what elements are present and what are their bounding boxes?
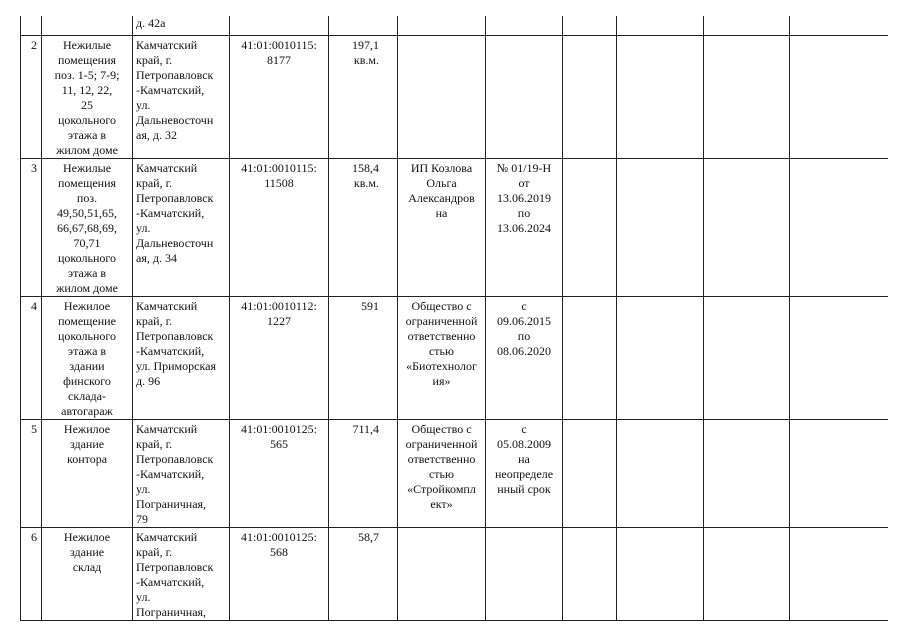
area-cell: 158,4 кв.м. <box>329 158 398 296</box>
term-cell: № 01/19-Н от 13.06.2019 по 13.06.2024 <box>486 158 563 296</box>
row-number-cell: 6 <box>21 527 42 620</box>
property-table <box>20 16 888 621</box>
tenant-cell <box>398 35 486 158</box>
tenant-cell: ИП Козлова Ольга Александров на <box>398 158 486 296</box>
empty-cell <box>563 35 617 158</box>
tenant-cell <box>398 527 486 620</box>
empty-cell <box>790 419 888 527</box>
empty-cell <box>704 16 790 35</box>
object-name-cell: Нежилое помещение цокольного этажа в здании финского склада- автогараж <box>42 296 133 419</box>
term-cell <box>486 35 563 158</box>
row-number-cell: 2 <box>21 35 42 158</box>
address-cell: Камчатский край, г. Петропавловск -Камчатский, ул. Дальневосточн ая, д. 34 <box>133 158 230 296</box>
term-cell <box>486 16 563 35</box>
empty-cell <box>790 158 888 296</box>
empty-cell <box>704 35 790 158</box>
term-cell <box>486 527 563 620</box>
cadastral-cell: 41:01:0010125: 565 <box>230 419 329 527</box>
empty-cell <box>704 158 790 296</box>
cadastral-cell: 41:01:0010125: 568 <box>230 527 329 620</box>
empty-cell <box>790 296 888 419</box>
area-cell <box>329 16 398 35</box>
address-cell: Камчатский край, г. Петропавловск -Камчатский, ул. Пограничная, <box>133 527 230 620</box>
empty-cell <box>563 527 617 620</box>
empty-cell <box>617 296 704 419</box>
empty-cell <box>563 419 617 527</box>
empty-cell <box>790 35 888 158</box>
empty-cell <box>563 158 617 296</box>
empty-cell <box>563 16 617 35</box>
table-row <box>21 527 888 620</box>
address-cell: Камчатский край, г. Петропавловск -Камчатский, ул. Пограничная, 79 <box>133 419 230 527</box>
term-cell: с 09.06.2015 по 08.06.2020 <box>486 296 563 419</box>
empty-cell <box>617 419 704 527</box>
object-name-cell: Нежилые помещения поз. 1-5; 7-9; 11, 12, 22, 25 цокольного этажа в жилом доме <box>42 35 133 158</box>
empty-cell <box>704 296 790 419</box>
cadastral-cell <box>230 16 329 35</box>
area-cell: 711,4 <box>329 419 398 527</box>
cadastral-cell: 41:01:0010112: 1227 <box>230 296 329 419</box>
term-cell: с 05.08.2009 на неопределе нный срок <box>486 419 563 527</box>
area-cell: 58,7 <box>329 527 398 620</box>
empty-cell <box>617 527 704 620</box>
address-cell: Камчатский край, г. Петропавловск -Камчатский, ул. Приморская д. 96 <box>133 296 230 419</box>
cadastral-cell: 41:01:0010115: 8177 <box>230 35 329 158</box>
object-name-cell: Нежилые помещения поз. 49,50,51,65, 66,67,68,69, 70,71 цокольного этажа в жилом доме <box>42 158 133 296</box>
empty-cell <box>704 419 790 527</box>
area-cell: 197,1 кв.м. <box>329 35 398 158</box>
empty-cell <box>617 16 704 35</box>
tenant-cell: Общество с ограниченной ответственно стью «Биотехнолог ия» <box>398 296 486 419</box>
row-number-cell <box>21 16 42 35</box>
table-row <box>21 16 888 35</box>
empty-cell <box>790 527 888 620</box>
object-name-cell <box>42 16 133 35</box>
address-cell: д. 42а <box>133 16 230 35</box>
row-number-cell: 5 <box>21 419 42 527</box>
object-name-cell: Нежилое здание склад <box>42 527 133 620</box>
empty-cell <box>617 158 704 296</box>
table-row <box>21 419 888 527</box>
row-number-cell: 4 <box>21 296 42 419</box>
empty-cell <box>704 527 790 620</box>
row-number-cell: 3 <box>21 158 42 296</box>
empty-cell <box>617 35 704 158</box>
tenant-cell: Общество с ограниченной ответственно стью «Стройкомпл ект» <box>398 419 486 527</box>
object-name-cell: Нежилое здание контора <box>42 419 133 527</box>
table-row <box>21 296 888 419</box>
address-cell: Камчатский край, г. Петропавловск -Камчатский, ул. Дальневосточн ая, д. 32 <box>133 35 230 158</box>
table-row <box>21 158 888 296</box>
empty-cell <box>790 16 888 35</box>
area-cell: 591 <box>329 296 398 419</box>
table-row <box>21 35 888 158</box>
empty-cell <box>563 296 617 419</box>
cadastral-cell: 41:01:0010115: 11508 <box>230 158 329 296</box>
tenant-cell <box>398 16 486 35</box>
